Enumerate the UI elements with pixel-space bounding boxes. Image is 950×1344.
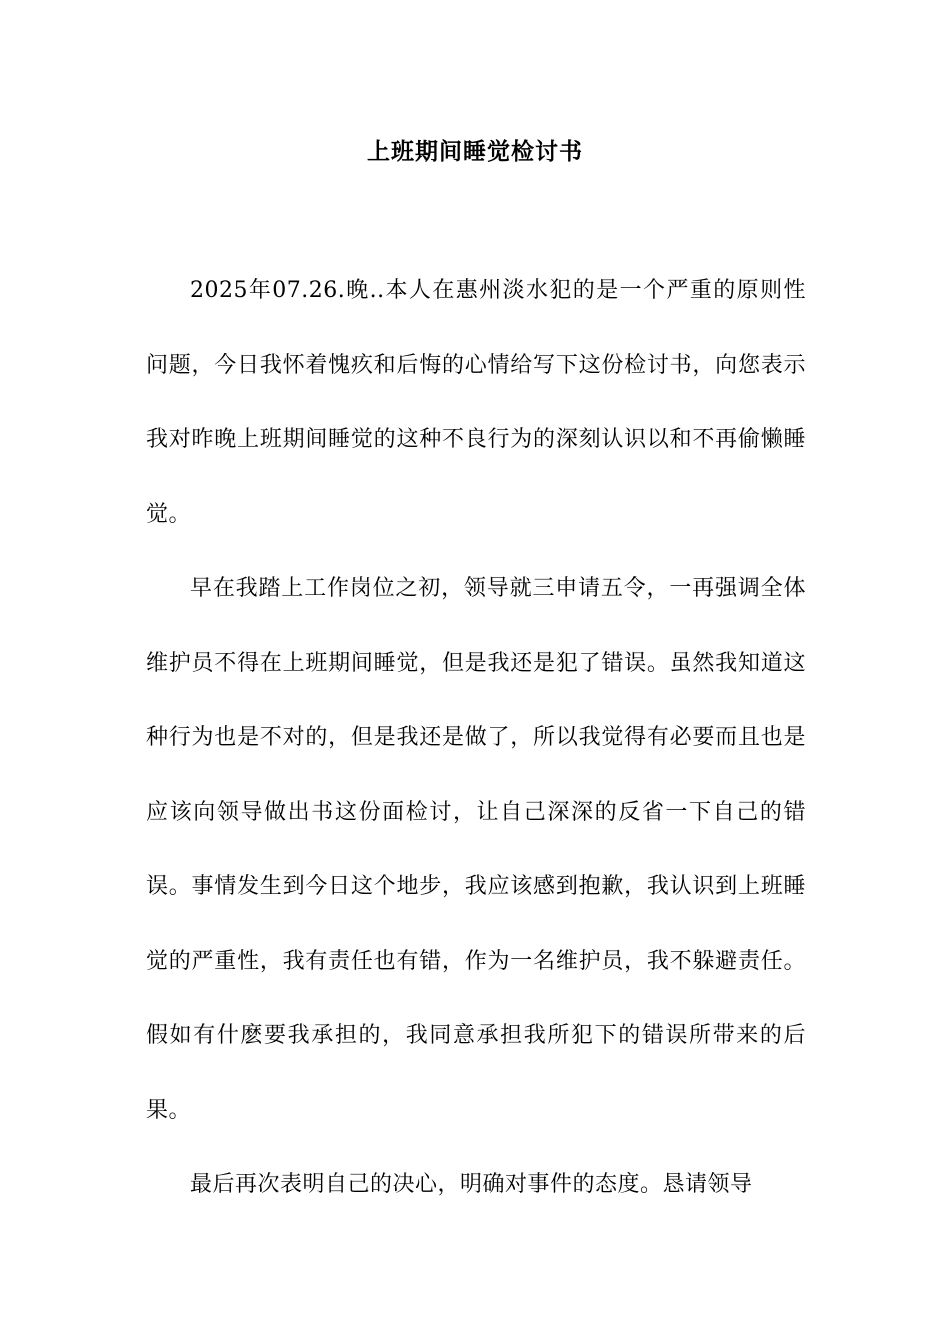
paragraph-2: 早在我踏上工作岗位之初，领导就三申请五令，一再强调全体维护员不得在上班期间睡觉，但是我还是犯了错误。虽然我知道这种行为也是不对的，但是我还是做了，所以我觉得有必要而且也是应该向领导做出书这份面检讨，让自己深深的反省一下自己的错误。事情发生到今日这个地步，我应该感到抱歉，我认识到上班睡觉的严重性，我有责任也有错，作为一名维护员，我不躲避责任。假如有什麽要我承担的，我同意承担我所犯下的错误所带来的后果。 xyxy=(146,576,806,1123)
paragraph-3: 最后再次表明自己的决心，明确对事件的态度。恳请领导 xyxy=(190,1172,753,1197)
document-body xyxy=(146,254,806,1223)
document-title: 上班期间睡觉检讨书 xyxy=(367,138,583,165)
paragraph-1: 2025年07.26.晚..本人在惠州淡水犯的是一个严重的原则性问题，今日我怀着愧疚和后悔的心情给写下这份检讨书，向您表示我对昨晚上班期间睡觉的这种不良行为的深刻认识以和不再偷懒睡觉。 xyxy=(146,278,806,527)
